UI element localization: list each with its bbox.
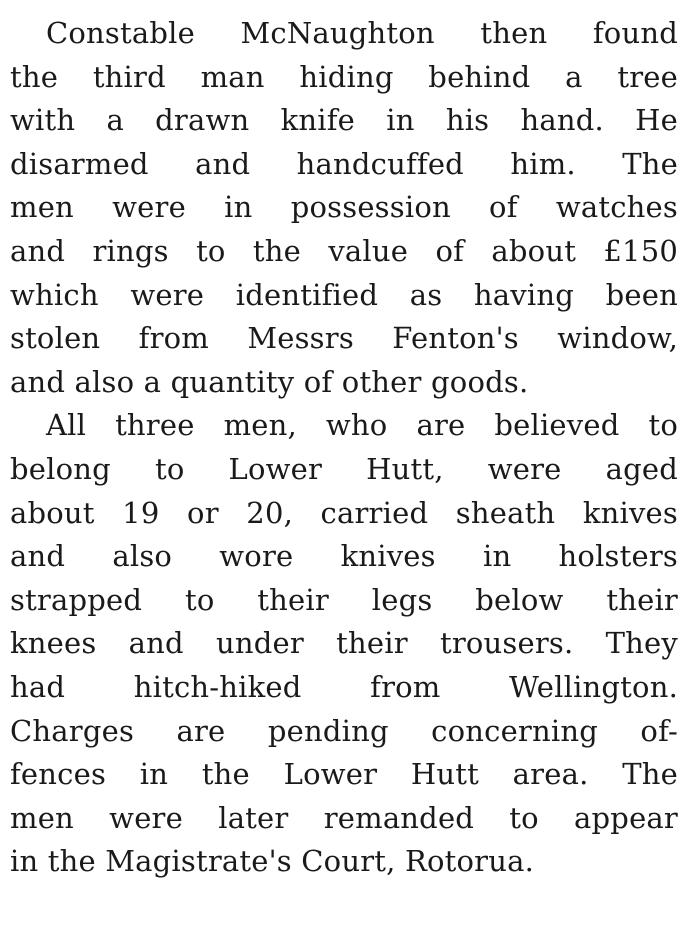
text-line: which were identified as having been — [10, 277, 678, 312]
text-line: belong to Lower Hutt, were aged — [10, 451, 678, 486]
text-line: men were in possession of watches — [10, 190, 678, 225]
text-line: fences in the Lower Hutt area. The — [10, 757, 678, 792]
newspaper-article — [10, 12, 678, 884]
text-line: knees and under their trousers. They — [10, 626, 678, 661]
text-line: stolen from Messrs Fenton's window, — [10, 321, 678, 356]
text-line: about 19 or 20, carried sheath knives — [10, 495, 678, 530]
paragraph-2 — [10, 404, 678, 884]
text-line: strapped to their legs below their — [10, 582, 678, 617]
text-line: had hitch-hiked from Wellington. — [10, 669, 678, 704]
paragraph-1 — [10, 12, 678, 404]
text-line: and also wore knives in holsters — [10, 539, 678, 574]
text-line: and also a quantity of other goods. — [10, 364, 529, 399]
text-line: disarmed and handcuffed him. The — [10, 146, 678, 181]
text-line: with a drawn knife in his hand. He — [10, 103, 678, 138]
text-line: the third man hiding behind a tree — [10, 59, 678, 94]
text-line: Constable McNaughton then found — [46, 16, 678, 50]
text-line: All three men, who are believed to — [46, 408, 678, 443]
text-line: Charges are pending concerning of- — [10, 713, 678, 748]
text-line: and rings to the value of about £150 — [10, 233, 678, 268]
text-line: men were later remanded to appear — [10, 800, 678, 835]
text-line: in the Magistrate's Court, Rotorua. — [10, 844, 535, 879]
